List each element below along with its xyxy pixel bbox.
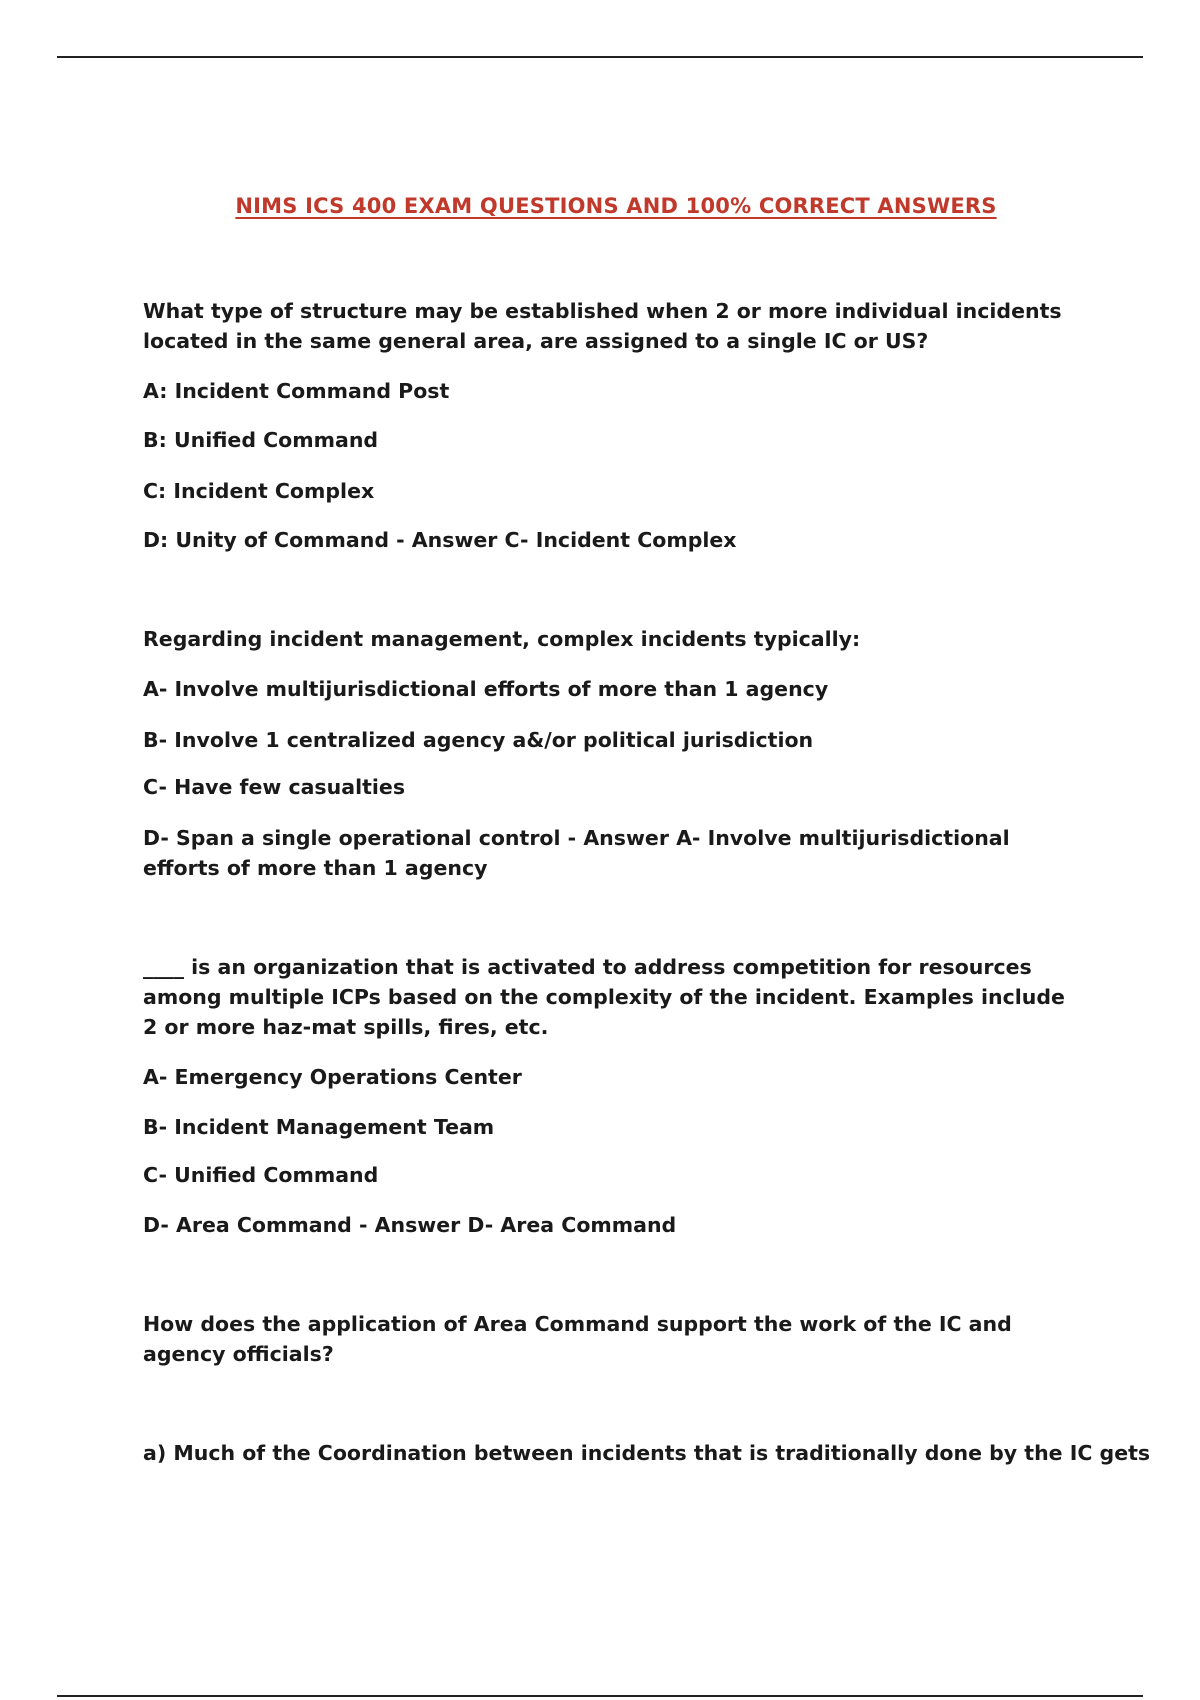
question-2-option-b: B- Involve 1 centralized agency a&/or political jurisdiction [143, 728, 814, 752]
question-3-option-c: C- Unified Command [143, 1163, 379, 1187]
question-2-option-d: D- Span a single operational control - Answer A- Involve multijurisdictional efforts of more than 1 agency [143, 826, 1010, 880]
question-1-option-a: A: Incident Command Post [143, 379, 450, 403]
question-1-option-c: C: Incident Complex [143, 479, 375, 503]
top-rule [57, 56, 1143, 58]
question-2-option-a: A- Involve multijurisdictional efforts of more than 1 agency [143, 677, 829, 701]
question-3-option-b: B- Incident Management Team [143, 1115, 495, 1139]
question-4-prompt: How does the application of Area Command support the work of the IC and agency officials? [143, 1312, 1012, 1366]
question-4-option-a: a) Much of the Coordination between incidents that is traditionally done by the IC gets [143, 1441, 1151, 1465]
question-3-prompt: ____ is an organization that is activated to address competition for resources among multiple ICPs based on the complexity of the incident. Examples include 2 or more haz-mat spills, fires, etc. [143, 955, 1065, 1039]
question-1-option-b: B: Unified Command [143, 428, 379, 452]
question-2-option-c: C- Have few casualties [143, 775, 406, 799]
document-title: NIMS ICS 400 EXAM QUESTIONS AND 100% CORRECT ANSWERS [235, 194, 997, 218]
question-1-prompt: What type of structure may be established when 2 or more individual incidents located in the same general area, are assigned to a single IC or US? [143, 299, 1062, 353]
bottom-rule [57, 1695, 1143, 1697]
question-3-option-d: D- Area Command - Answer D- Area Command [143, 1213, 677, 1237]
question-1-option-d: D: Unity of Command - Answer C- Incident Complex [143, 528, 737, 552]
question-3-option-a: A- Emergency Operations Center [143, 1065, 522, 1089]
question-2-prompt: Regarding incident management, complex incidents typically: [143, 627, 861, 651]
